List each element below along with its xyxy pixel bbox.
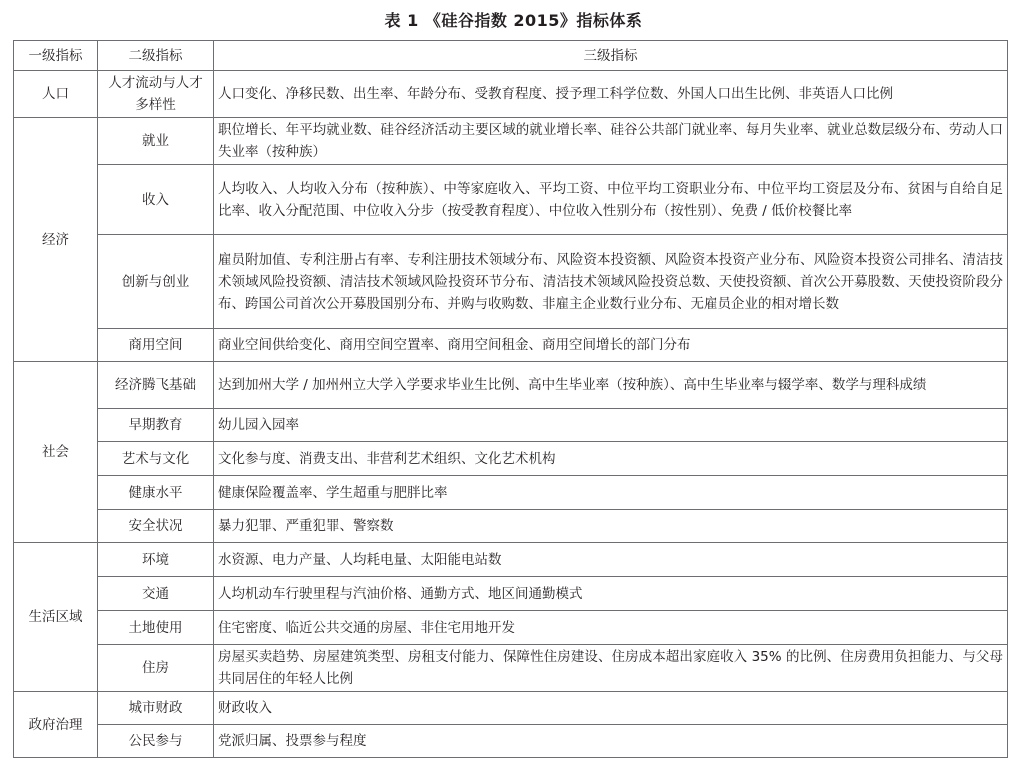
level1-indicator: 经济 <box>14 118 98 362</box>
level2-indicator: 住房 <box>98 645 214 692</box>
table-row <box>14 118 1008 165</box>
level2-indicator: 交通 <box>98 577 214 611</box>
level3-indicators: 水资源、电力产量、人均耗电量、太阳能电站数 <box>214 543 1008 577</box>
table-row <box>14 692 1008 725</box>
level3-indicators: 健康保险覆盖率、学生超重与肥胖比率 <box>214 476 1008 510</box>
indicator-table <box>13 40 1008 758</box>
level3-indicators: 人均机动车行驶里程与汽油价格、通勤方式、地区间通勤模式 <box>214 577 1008 611</box>
level2-indicator: 土地使用 <box>98 611 214 645</box>
level2-indicator: 城市财政 <box>98 692 214 725</box>
table-row <box>14 543 1008 577</box>
level3-indicators: 人口变化、净移民数、出生率、年龄分布、受教育程度、授予理工科学位数、外国人口出生比例、非英语人口比例 <box>214 71 1008 118</box>
level2-indicator: 收入 <box>98 165 214 235</box>
table-row <box>14 165 1008 235</box>
level3-indicators: 党派归属、投票参与程度 <box>214 725 1008 758</box>
level3-indicators: 人均收入、人均收入分布（按种族）、中等家庭收入、平均工资、中位平均工资职业分布、中位平均工资层及分布、贫困与自给自足比率、收入分配范围、中位收入分步（按受教育程度）、中位收入性别分布（按性别）、免费 / 低价校餐比率 <box>214 165 1008 235</box>
level2-indicator: 艺术与文化 <box>98 442 214 476</box>
level2-indicator: 就业 <box>98 118 214 165</box>
level2-indicator: 公民参与 <box>98 725 214 758</box>
level2-indicator: 早期教育 <box>98 409 214 442</box>
level3-indicators: 达到加州大学 / 加州州立大学入学要求毕业生比例、高中生毕业率（按种族）、高中生毕业率与辍学率、数学与理科成绩 <box>214 362 1008 409</box>
level1-indicator: 生活区域 <box>14 543 98 692</box>
table-row <box>14 476 1008 510</box>
level3-indicators: 雇员附加值、专利注册占有率、专利注册技术领域分布、风险资本投资额、风险资本投资产业分布、风险资本投资公司排名、清洁技术领域风险投资额、清洁技术领域风险投资环节分布、清洁技术领域风险投资总数、天使投资额、首次公开募股数、天使投资阶段分布、跨国公司首次公开募股国别分布、并购与收购数、非雇主企业数行业分布、无雇员企业的相对增长数 <box>214 235 1008 329</box>
level1-indicator: 社会 <box>14 362 98 543</box>
header-level1: 一级指标 <box>14 41 98 71</box>
level2-indicator: 经济腾飞基础 <box>98 362 214 409</box>
level2-indicator: 安全状况 <box>98 510 214 543</box>
table-row <box>14 71 1008 118</box>
level2-indicator: 创新与创业 <box>98 235 214 329</box>
table-row <box>14 611 1008 645</box>
table-row <box>14 235 1008 329</box>
level3-indicators: 房屋买卖趋势、房屋建筑类型、房租支付能力、保障性住房建设、住房成本超出家庭收入 35% 的比例、住房费用负担能力、与父母共同居住的年轻人比例 <box>214 645 1008 692</box>
level2-indicator: 商用空间 <box>98 329 214 362</box>
level3-indicators: 住宅密度、临近公共交通的房屋、非住宅用地开发 <box>214 611 1008 645</box>
level2-indicator: 健康水平 <box>98 476 214 510</box>
header-level2: 二级指标 <box>98 41 214 71</box>
table-row <box>14 510 1008 543</box>
level1-indicator: 人口 <box>14 71 98 118</box>
level3-indicators: 文化参与度、消费支出、非营利艺术组织、文化艺术机构 <box>214 442 1008 476</box>
table-row <box>14 725 1008 758</box>
table-row <box>14 329 1008 362</box>
table-row <box>14 362 1008 409</box>
level3-indicators: 商业空间供给变化、商用空间空置率、商用空间租金、商用空间增长的部门分布 <box>214 329 1008 362</box>
table-row <box>14 442 1008 476</box>
level3-indicators: 暴力犯罪、严重犯罪、警察数 <box>214 510 1008 543</box>
level1-indicator: 政府治理 <box>14 692 98 758</box>
level2-indicator: 人才流动与人才多样性 <box>98 71 214 118</box>
table-title: 表 1 《硅谷指数 2015》指标体系 <box>384 11 643 30</box>
header-level3: 三级指标 <box>214 41 1008 71</box>
level3-indicators: 财政收入 <box>214 692 1008 725</box>
level3-indicators: 职位增长、年平均就业数、硅谷经济活动主要区域的就业增长率、硅谷公共部门就业率、每月失业率、就业总数层级分布、劳动人口失业率（按种族） <box>214 118 1008 165</box>
table-body <box>14 71 1008 758</box>
level2-indicator: 环境 <box>98 543 214 577</box>
table-row <box>14 577 1008 611</box>
header-row <box>14 41 1008 71</box>
level3-indicators: 幼儿园入园率 <box>214 409 1008 442</box>
table-row <box>14 409 1008 442</box>
table-row <box>14 645 1008 692</box>
